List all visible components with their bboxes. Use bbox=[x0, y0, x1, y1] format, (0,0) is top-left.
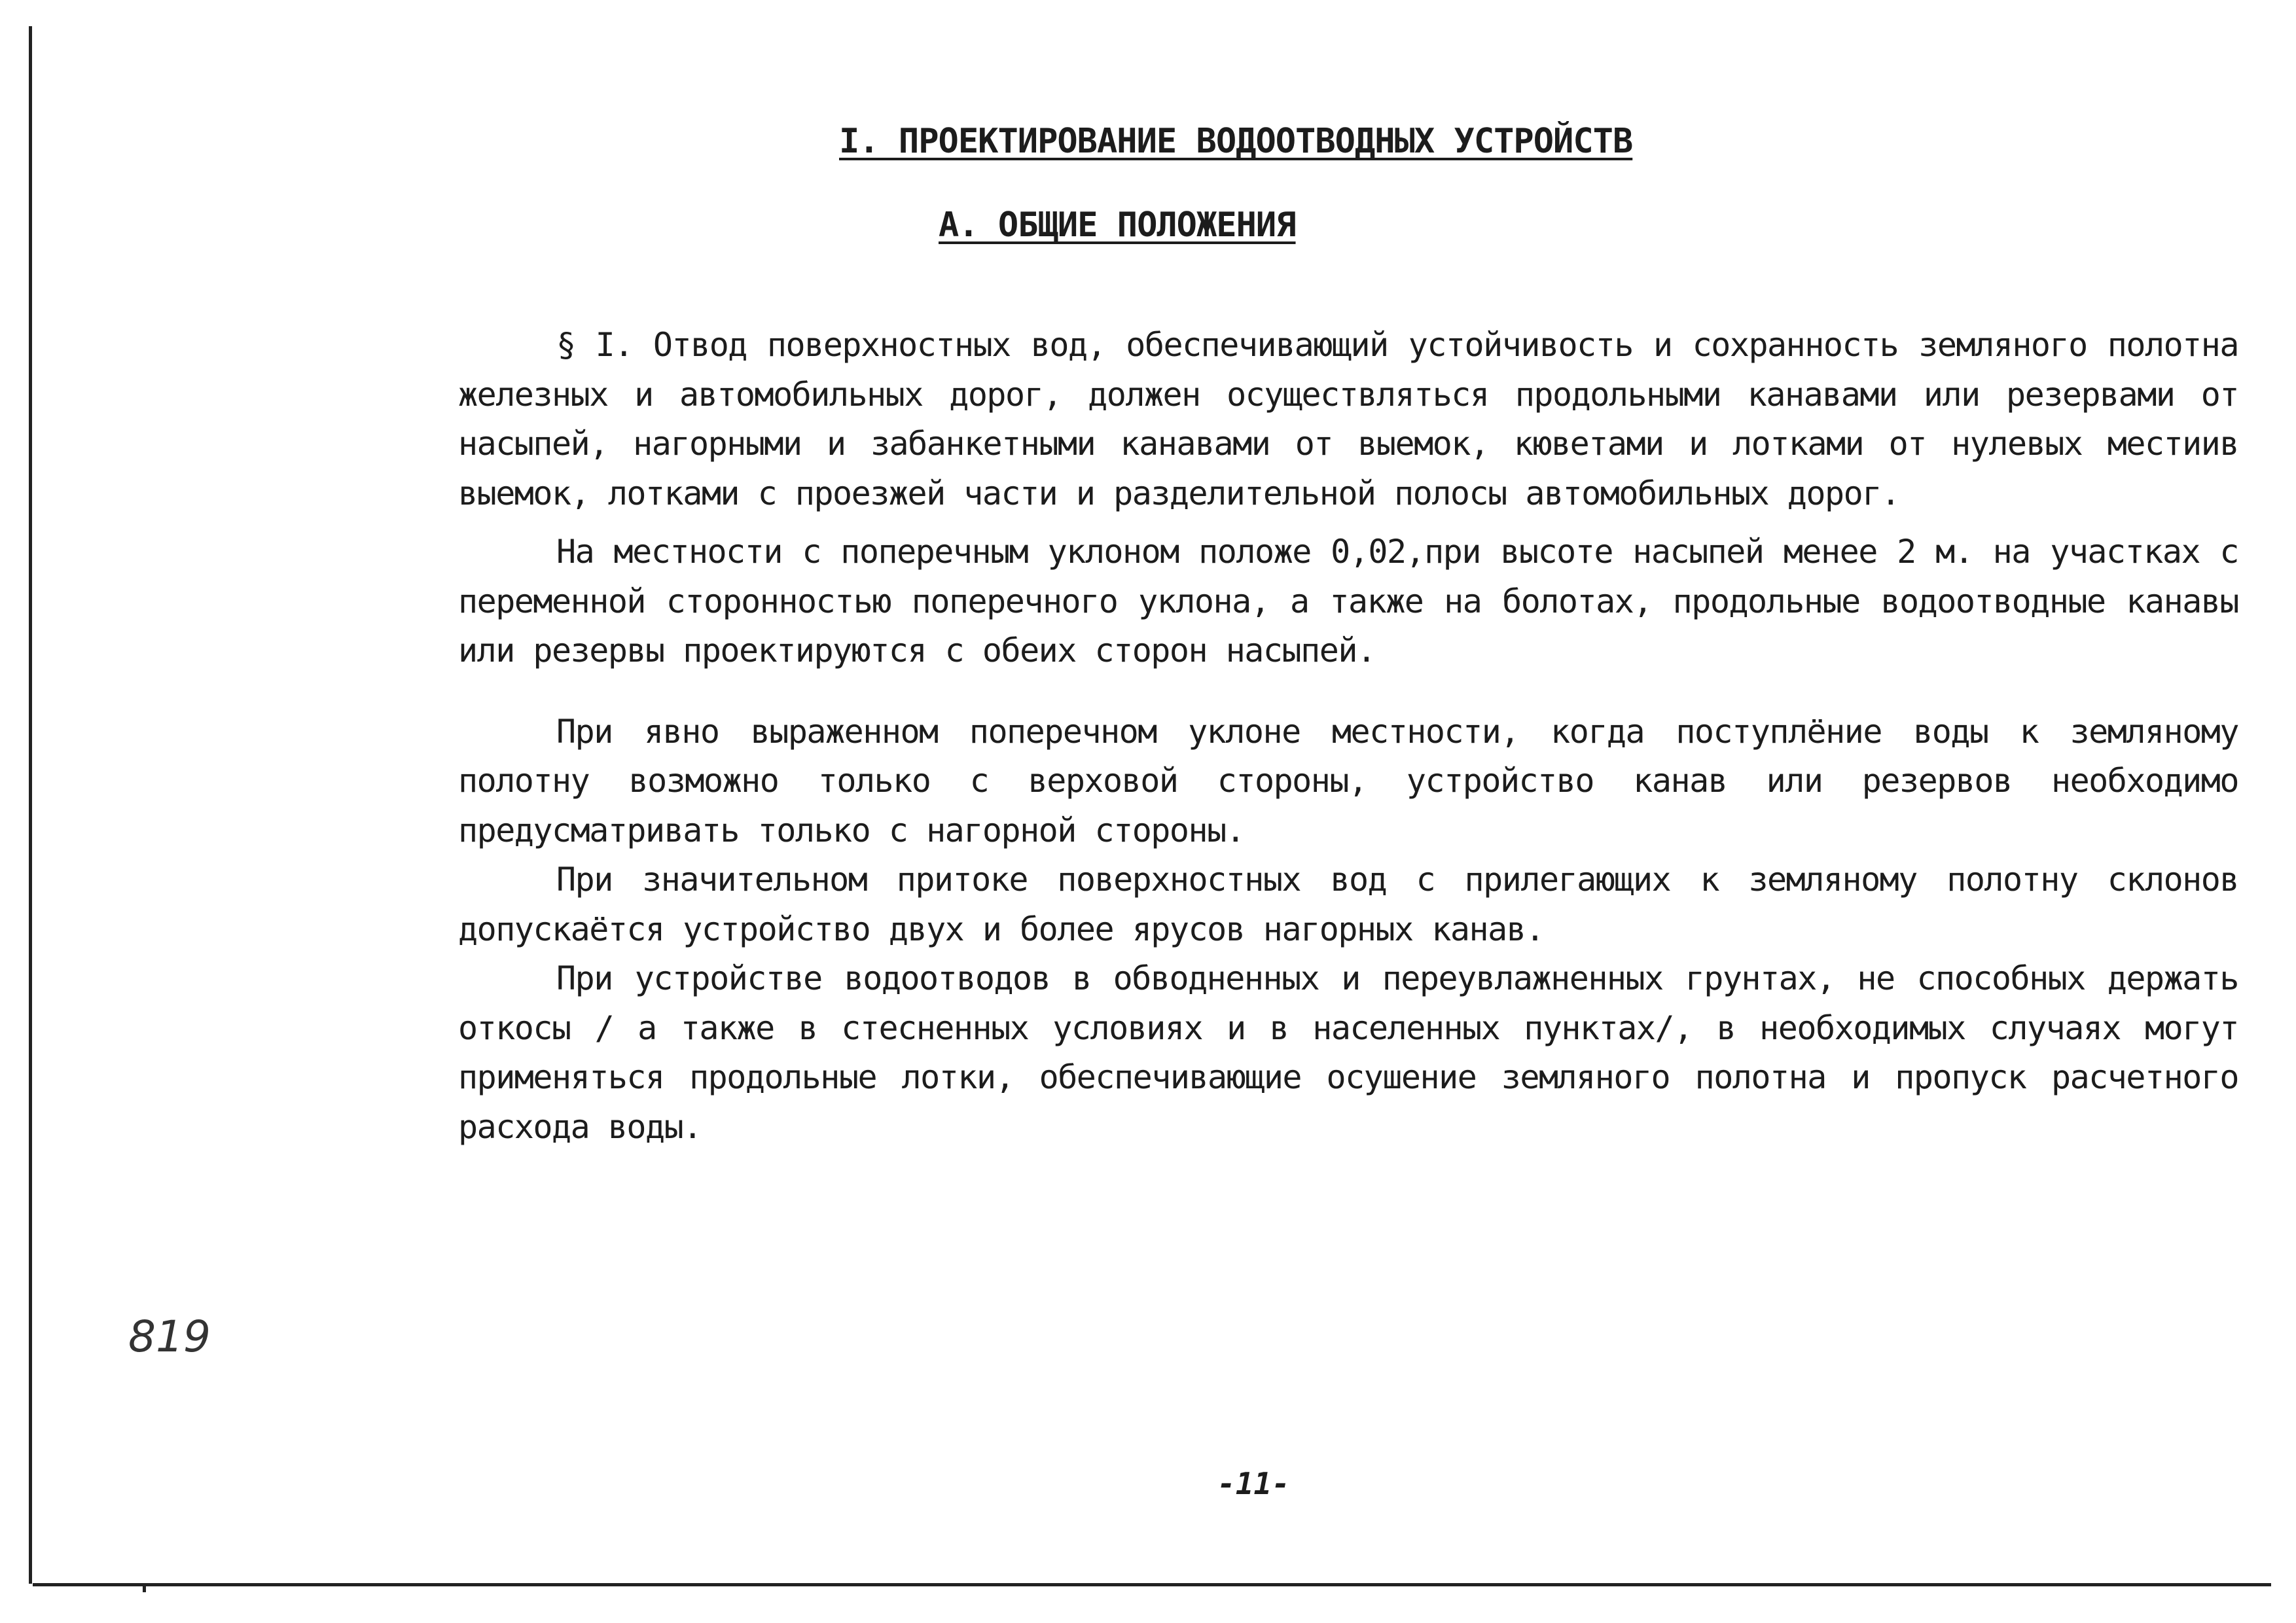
section-title: I. ПРОЕКТИРОВАНИЕ ВОДООТВОДНЫХ УСТРОЙСТВ bbox=[839, 122, 1633, 161]
handwritten-margin-note: 819 bbox=[128, 1311, 211, 1362]
subsection-title: А. ОБЩИЕ ПОЛОЖЕНИЯ bbox=[939, 205, 1296, 245]
paragraph-4: При значительном притоке поверхностных вод с прилегающих к земляному полотну склонов допускаётся устройство двух и более ярусов нагорных канав. bbox=[458, 861, 2238, 948]
paragraph-1: § I. Отвод поверхностных вод, обеспечивающий устойчивость и сохранность земляного полотна железных и автомобильных дорог, должен осуществляться продольными канавами или резервами от насыпей, нагорными и забанкетными канавами от выемок, кюветами и лотками от нулевых местиив выемок, лотками с проезжей части и разделительной полосы автомобильных дорог. bbox=[458, 326, 2238, 512]
paragraph-5: При устройстве водоотводов в обводненных и переувлажненных грунтах, не способных держать откосы / а также в стесненных условиях и в населенных пунктах/, в необходимых случаях могут применяться продольные лотки, обеспечивающие осушение земляного полотна и пропуск расчетного расхода воды. bbox=[458, 959, 2238, 1146]
paragraph-2: На местности с поперечным уклоном положе 0,02,при высоте насыпей менее 2 м. на участках с переменной сторонностью поперечного уклона, а также на болотах, продольные водоотводные канавы или резервы проектируются с обеих сторон насыпей. bbox=[458, 533, 2238, 669]
body-text bbox=[458, 321, 2238, 1152]
bottom-margin-rule bbox=[33, 1583, 2271, 1586]
paragraph-3: При явно выраженном поперечном уклоне местности, когда поступлёние воды к земляному полотну возможно только с верховой стороны, устройство канав или резервов необходимо предусматривать только с нагорной стороны. bbox=[458, 712, 2238, 849]
page-number: -11- bbox=[1217, 1466, 1290, 1501]
bottom-rule-tick bbox=[143, 1583, 146, 1592]
left-margin-rule bbox=[29, 26, 32, 1584]
